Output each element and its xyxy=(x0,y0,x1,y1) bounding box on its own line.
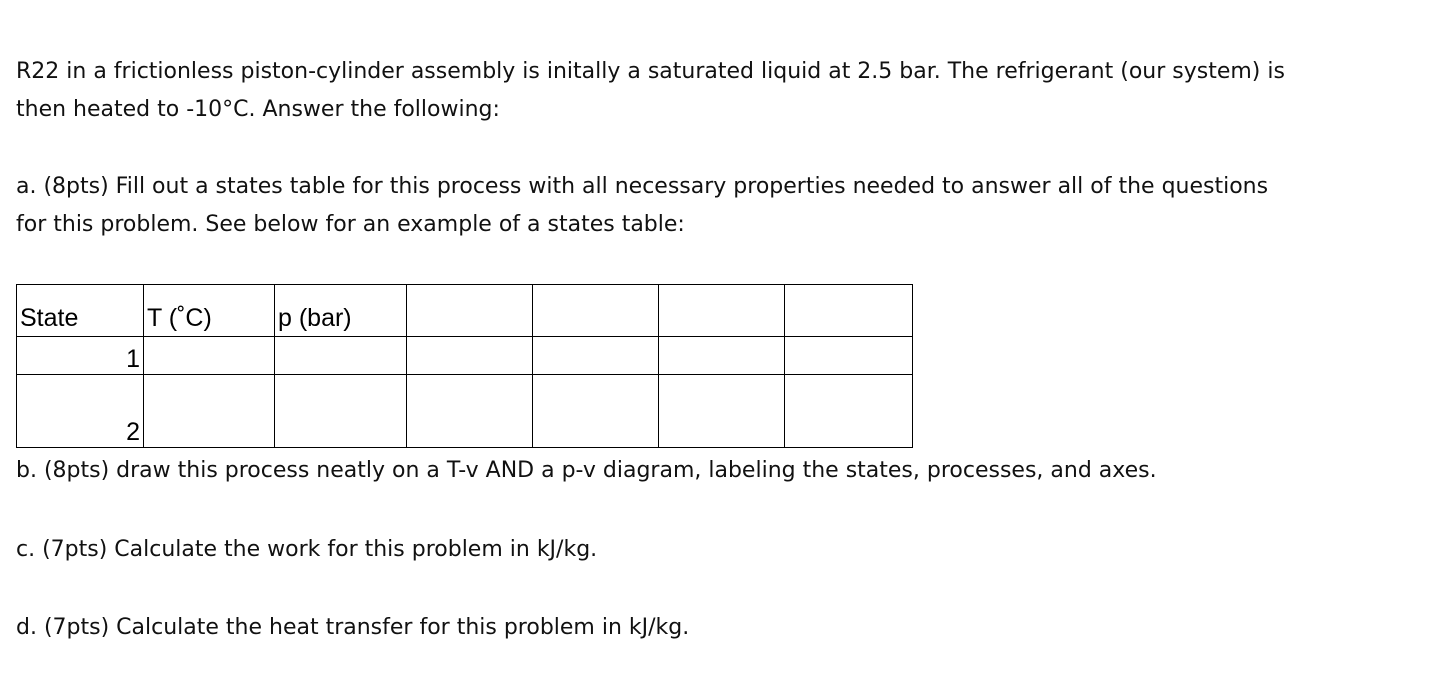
table-row xyxy=(17,375,913,448)
header-cell-state: State xyxy=(17,285,144,337)
question-c: c. (7pts) Calculate the work for this problem in kJ/kg. xyxy=(16,537,598,562)
header-cell-empty xyxy=(407,285,533,337)
question-a xyxy=(16,168,1426,244)
header-cell-temperature: T (˚C) xyxy=(144,285,275,337)
question-d: d. (7pts) Calculate the heat transfer for this problem in kJ/kg. xyxy=(16,615,690,640)
header-cell-empty xyxy=(659,285,785,337)
problem-statement xyxy=(16,53,1426,129)
table-cell xyxy=(407,375,533,448)
table-cell xyxy=(659,337,785,375)
table-cell xyxy=(659,375,785,448)
states-table-header-row xyxy=(17,285,913,337)
table-cell xyxy=(533,337,659,375)
table-cell xyxy=(144,375,275,448)
question-b: b. (8pts) draw this process neatly on a T-v AND a p-v diagram, labeling the states, processes, and axes. xyxy=(16,458,1157,483)
table-cell xyxy=(407,337,533,375)
header-cell-empty xyxy=(785,285,913,337)
header-cell-empty xyxy=(533,285,659,337)
problem-statement-line-1: R22 in a frictionless piston-cylinder assembly is initally a saturated liquid at 2.5 bar. The refrigerant (our system) is xyxy=(16,59,1285,84)
table-cell xyxy=(275,375,407,448)
table-row xyxy=(17,337,913,375)
state-number-cell: 1 xyxy=(17,337,144,375)
table-cell xyxy=(785,375,913,448)
table-cell xyxy=(785,337,913,375)
problem-statement-line-2: then heated to -10°C. Answer the following: xyxy=(16,97,500,122)
state-number-cell: 2 xyxy=(17,375,144,448)
header-cell-pressure: p (bar) xyxy=(275,285,407,337)
table-cell xyxy=(144,337,275,375)
question-a-line-2: for this problem. See below for an example of a states table: xyxy=(16,212,685,237)
table-cell xyxy=(275,337,407,375)
question-a-line-1: a. (8pts) Fill out a states table for this process with all necessary properties needed to answer all of the questions xyxy=(16,174,1269,199)
states-table xyxy=(16,284,913,448)
table-cell xyxy=(533,375,659,448)
